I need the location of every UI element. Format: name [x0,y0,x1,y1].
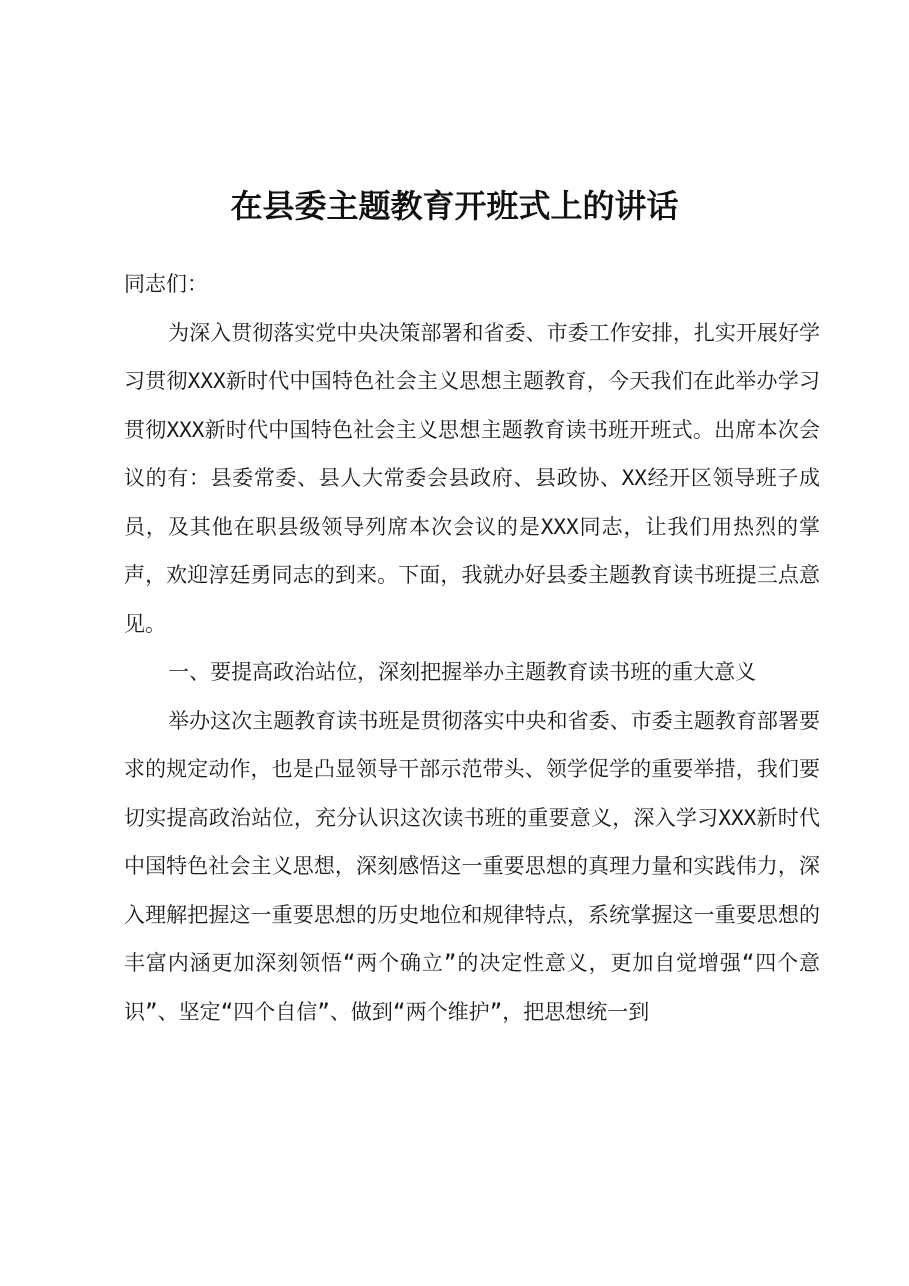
paragraph-section-1: 举办这次主题教育读书班是贯彻落实中央和省委、市委主题教育部署要求的规定动作，也是凸显领导干部示范带头、领学促学的重要举措，我们要切实提高政治站位，充分认识这次读书班的重要意义，深入学习XXX新时代中国特色社会主义思想，深刻感悟这一重要思想的真理力量和实践伟力，深入理解把握这一重要思想的历史地位和规律特点，系统掌握这一重要思想的丰富内涵更加深刻领悟“两个确立”的决定性意义，更加自觉增强“四个意识”、坚定“四个自信”、做到“两个维护”，把思想统一到 [124,708,820,1024]
document-body [124,260,820,1036]
document-title: 在县委主题教育开班式上的讲话 [230,187,679,225]
salutation: 同志们： [124,272,208,296]
paragraph-intro: 为深入贯彻落实党中央决策部署和省委、市委工作安排，扎实开展好学习贯彻XXX新时代中国特色社会主义思想主题教育，今天我们在此举办学习贯彻XXX新时代中国特色社会主义思想主题教育读书班开班式。出席本次会议的有：县委常委、县人大常委会县政府、县政协、XX经开区领导班子成员，及其他在职县级领导列席本次会议的是XXX同志，让我们用热烈的掌声，欢迎淳廷勇同志的到来。下面，我就办好县委主题教育读书班提三点意见。 [124,320,820,636]
section-heading-1: 一、要提高政治站位，深刻把握举办主题教育读书班的重大意义 [168,660,757,684]
